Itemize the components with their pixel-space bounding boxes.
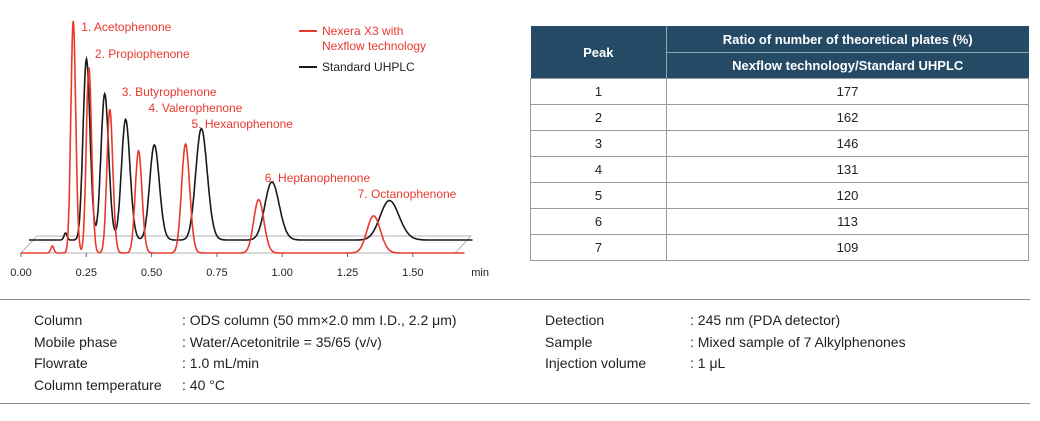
legend-label-nexflow-line2: Nexflow technology (322, 39, 427, 53)
mobile-phase-label: Mobile phase (34, 334, 118, 350)
ratio-cell: 131 (667, 157, 1029, 183)
peak-label: 4. Valerophenone (148, 101, 243, 115)
x-axis-unit-label: min (471, 267, 489, 279)
flowrate-value: : 1.0 mL/min (182, 355, 260, 371)
peak-cell: 3 (531, 131, 667, 157)
peak-cell: 5 (531, 183, 667, 209)
peak-label: 6. Heptanophenone (264, 171, 371, 185)
peak-cell: 7 (531, 235, 667, 261)
series-line-standard (29, 59, 473, 240)
peak-label: 3. Butyrophenone (121, 85, 217, 99)
sample-value: : Mixed sample of 7 Alkylphenones (690, 334, 906, 350)
ratio-cell: 109 (667, 235, 1029, 261)
table-row (531, 157, 1029, 183)
ratio-subheader: Nexflow technology/Standard UHPLC (667, 53, 1029, 79)
table-row (531, 79, 1029, 105)
detection-label: Detection (545, 312, 605, 328)
column-label: Column (34, 312, 83, 328)
peak-label: 1. Acetophenone (81, 20, 172, 34)
column-temperature-value: : 40 °C (182, 377, 225, 393)
peak-cell: 1 (531, 79, 667, 105)
peak-cell: 2 (531, 105, 667, 131)
peak-label: 2. Propiophenone (94, 47, 190, 61)
ratio-column-header: Ratio of number of theoretical plates (%) (667, 26, 1029, 53)
sample-label: Sample (545, 334, 593, 350)
injection-volume-value: : 1 μL (690, 355, 726, 371)
x-tick-label: 1.25 (336, 267, 359, 279)
peak-label: 5. Hexanophenone (191, 117, 293, 131)
detection-value: : 245 nm (PDA detector) (690, 312, 841, 328)
chromatogram-svg (0, 0, 500, 290)
column-value: : ODS column (50 mm×2.0 mm I.D., 2.2 μm) (182, 312, 457, 328)
legend-label-standard: Standard UHPLC (322, 60, 415, 74)
peak-column-header: Peak (531, 26, 667, 79)
mobile-phase-value: : Water/Acetonitrile = 35/65 (v/v) (182, 334, 382, 350)
peak-cell: 6 (531, 209, 667, 235)
peak-label: 7. Octanophenone (357, 187, 457, 201)
injection-volume-label: Injection volume (545, 355, 647, 371)
x-tick-label: 0.25 (75, 267, 98, 279)
table-row (531, 235, 1029, 261)
ratio-cell: 146 (667, 131, 1029, 157)
chromatogram-chart (0, 0, 500, 290)
plates-ratio-table (530, 26, 1029, 261)
series-line-nexflow (21, 21, 465, 253)
legend-label-nexflow-line1: Nexera X3 with (322, 24, 404, 38)
x-tick-label: 1.50 (402, 267, 424, 279)
table-row (531, 131, 1029, 157)
x-tick-label: 0.50 (140, 267, 163, 279)
x-tick-label: 0.75 (206, 267, 228, 279)
column-temperature-label: Column temperature (34, 377, 162, 393)
x-tick-label: 1.00 (271, 267, 293, 279)
table-row (531, 105, 1029, 131)
table-row (531, 183, 1029, 209)
ratio-cell: 177 (667, 79, 1029, 105)
table-row (531, 209, 1029, 235)
conditions-top-divider (0, 299, 1030, 300)
flowrate-label: Flowrate (34, 355, 88, 371)
peak-cell: 4 (531, 157, 667, 183)
conditions-bottom-divider (0, 403, 1030, 404)
x-tick-label: 0.00 (10, 267, 32, 279)
ratio-cell: 120 (667, 183, 1029, 209)
ratio-cell: 162 (667, 105, 1029, 131)
ratio-cell: 113 (667, 209, 1029, 235)
